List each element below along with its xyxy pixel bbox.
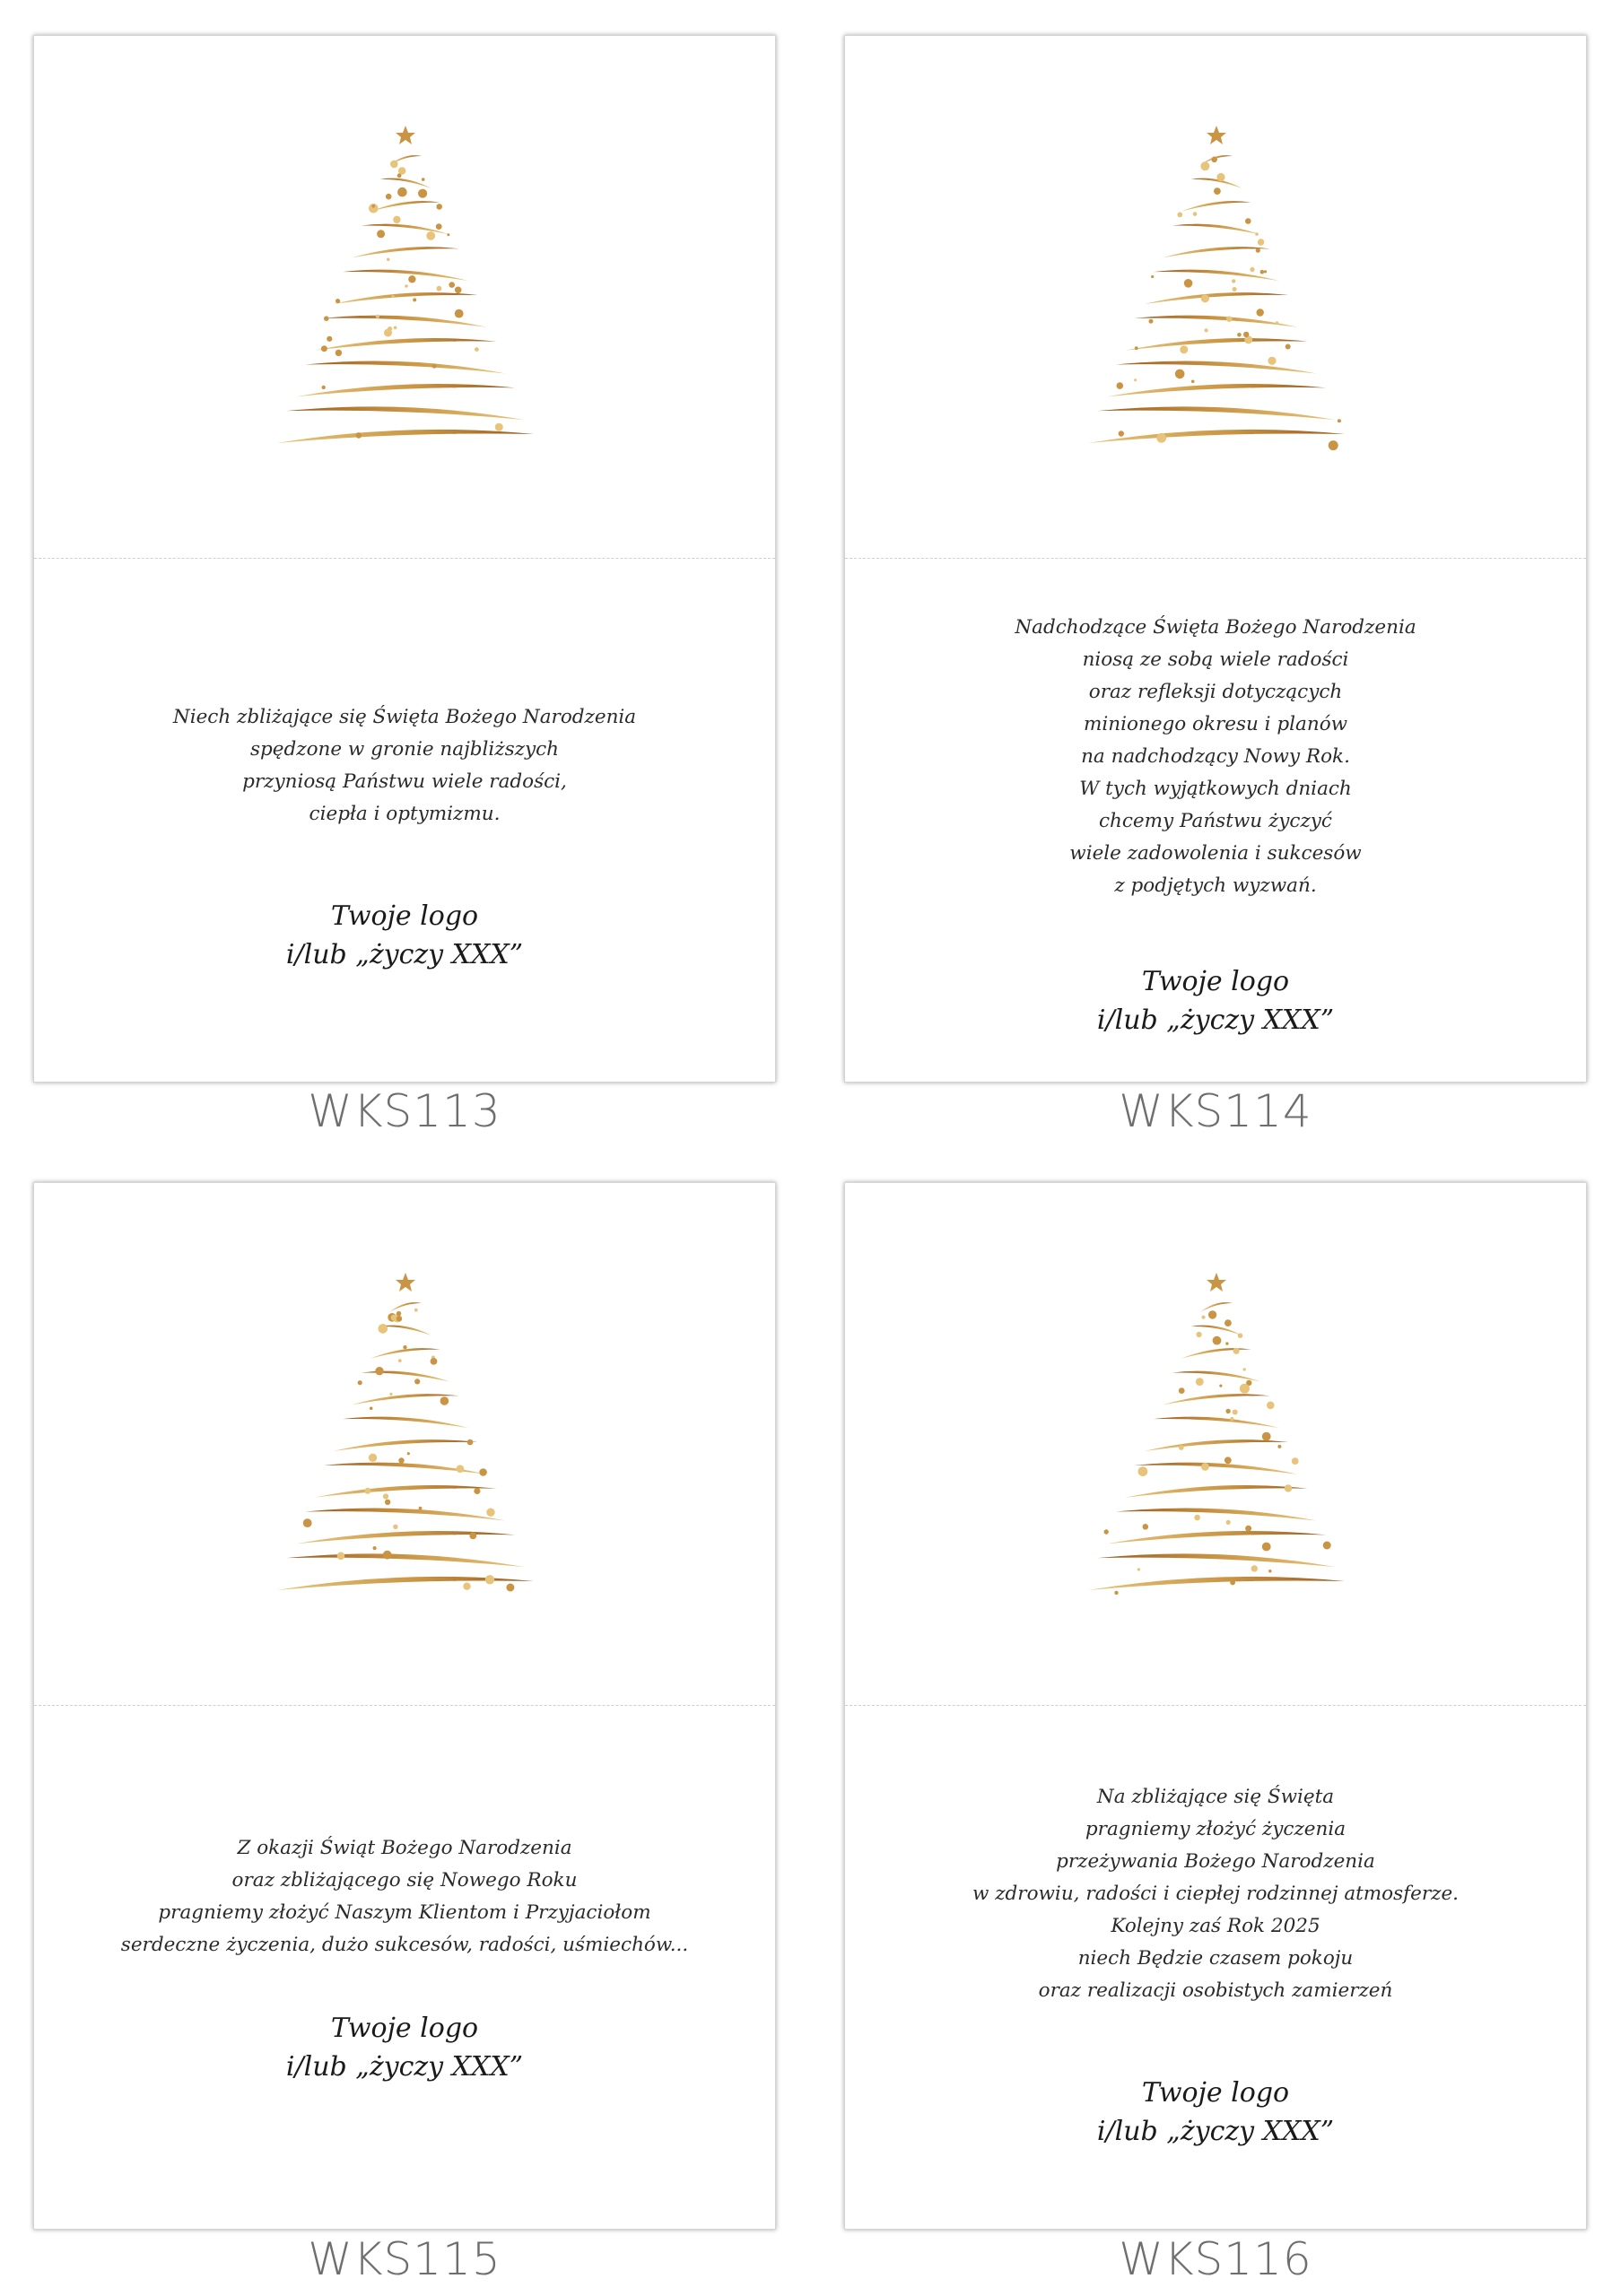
tree-ribbon (286, 1553, 524, 1567)
gold-christmas-tree-illustration (34, 36, 777, 556)
message-line: Kolejny zaś Rok 2025 (1111, 1915, 1320, 1937)
bauble-dot (336, 299, 340, 303)
bauble-dot (413, 298, 416, 301)
bauble-dot (1268, 1570, 1271, 1572)
bauble-dot (1191, 380, 1195, 384)
message-line: oraz realizacji osobistych zamierzeń (1038, 1979, 1393, 2002)
bauble-dot (469, 1533, 476, 1540)
bauble-dot (1292, 1457, 1299, 1465)
bauble-dot (506, 1584, 514, 1592)
tree-ribbon (1181, 1348, 1251, 1359)
tree-ribbon (305, 361, 506, 373)
bauble-dot (486, 1509, 494, 1517)
bauble-dot (1251, 1565, 1258, 1571)
bauble-dot (1329, 440, 1338, 450)
bauble-dot (1238, 1333, 1243, 1338)
bauble-dot (1179, 1387, 1185, 1394)
bauble-dot (1201, 1316, 1205, 1319)
bauble-dot (479, 1468, 487, 1476)
tree-ribbon (1116, 361, 1317, 373)
bauble-dot (1230, 1417, 1233, 1421)
bauble-dot (1208, 1310, 1216, 1318)
bauble-dot (1200, 161, 1209, 170)
bauble-dot (1260, 270, 1265, 274)
bauble-dot (373, 1546, 377, 1550)
message-line: na nadchodzący Nowy Rok. (1081, 745, 1350, 768)
tree-ribbon (296, 1531, 515, 1544)
star-icon (1207, 1273, 1226, 1292)
bauble-dot (392, 295, 395, 298)
message-line: oraz zbliżającego się Nowego Roku (231, 1869, 578, 1892)
bauble-dot (475, 347, 479, 352)
bauble-dot (1245, 218, 1251, 224)
message-line: minionego okresu i planów (1083, 713, 1348, 735)
tree-ribbon (1135, 1463, 1298, 1474)
bauble-dot (372, 204, 376, 208)
bauble-dot (1114, 1591, 1118, 1595)
signature-block (845, 962, 1586, 1039)
tree-ribbon (1126, 338, 1308, 351)
tree-ribbon (305, 1508, 506, 1520)
fold-line (34, 1705, 775, 1706)
bauble-dot (1233, 287, 1237, 291)
bauble-dot (426, 231, 435, 240)
tree-ribbon (1116, 1508, 1317, 1520)
bauble-dot (337, 1552, 345, 1561)
gold-christmas-tree-illustration (845, 1183, 1588, 1703)
signature-block (34, 897, 775, 974)
bauble-dot (1262, 1432, 1271, 1441)
tree-ribbon (296, 384, 515, 396)
signature-wishes-line: i/lub „życzy XXX” (285, 2051, 524, 2083)
bauble-dot (1201, 1463, 1209, 1471)
tree-ribbon (1135, 316, 1298, 327)
bauble-dot (467, 1439, 474, 1446)
message-line: z podjętych wyzwań. (1114, 874, 1317, 897)
bauble-dot (403, 1345, 406, 1349)
bauble-dot (432, 363, 437, 368)
bauble-dot (1268, 357, 1276, 365)
tree-ribbon (1145, 1439, 1289, 1451)
tree-ribbon (1163, 1394, 1269, 1405)
message-line: przeżywania Bożego Narodzenia (1056, 1850, 1375, 1873)
bauble-dot (375, 1367, 383, 1375)
bauble-dot (414, 1378, 420, 1384)
tree-ribbon (1107, 1531, 1326, 1544)
bauble-dot (1243, 332, 1249, 337)
bauble-dot (336, 350, 342, 356)
tree-ribbon (324, 316, 487, 327)
tree-ribbon (1172, 1371, 1261, 1382)
tree-ribbon (380, 1326, 431, 1335)
bauble-dot (389, 1393, 392, 1396)
bauble-dot (408, 275, 415, 283)
bauble-dot (390, 161, 398, 169)
bauble-dot (1277, 1445, 1281, 1448)
bauble-dot (1134, 378, 1137, 381)
bauble-dot (1205, 328, 1208, 332)
signature-logo-line: Twoje logo (1141, 2077, 1290, 2109)
bauble-dot (394, 326, 397, 330)
bauble-dot (1175, 370, 1185, 379)
tree-ribbon (1145, 292, 1289, 304)
signature-logo-line: Twoje logo (330, 2013, 479, 2044)
bauble-dot (1264, 270, 1267, 273)
signature-logo-line: Twoje logo (1141, 966, 1290, 997)
bauble-dot (383, 1493, 388, 1499)
tree-ribbon (343, 1417, 468, 1429)
bauble-dot (1323, 1542, 1331, 1550)
tree-ribbon (1088, 430, 1345, 443)
tree-ribbon (277, 1577, 534, 1590)
bauble-dot (369, 1454, 377, 1462)
product-code: WKS113 (308, 1085, 501, 1137)
bauble-dot (398, 1359, 402, 1362)
bauble-dot (1232, 279, 1235, 283)
bauble-dot (1211, 157, 1217, 163)
bauble-dot (1255, 232, 1259, 236)
bauble-dot (463, 1583, 470, 1590)
product-code: WKS116 (1119, 2233, 1312, 2285)
bauble-dot (1276, 321, 1279, 325)
bauble-dot (1197, 1332, 1202, 1337)
bauble-dot (1138, 1466, 1148, 1476)
bauble-dot (397, 1316, 402, 1321)
bauble-dot (393, 1525, 397, 1529)
bauble-dot (1237, 333, 1242, 337)
bauble-dot (1180, 345, 1188, 353)
message-line: Nadchodzące Święta Bożego Narodzenia (1015, 616, 1416, 639)
bauble-dot (1143, 1524, 1149, 1530)
bauble-dot (1201, 294, 1209, 302)
greeting-message (881, 612, 1550, 902)
fold-line (845, 1705, 1586, 1706)
bauble-dot (1177, 213, 1182, 218)
message-line: Na zbliżające się Święta (1096, 1786, 1335, 1808)
bauble-dot (1137, 1568, 1140, 1570)
bauble-dot (1267, 1402, 1275, 1410)
bauble-dot (1219, 1385, 1222, 1387)
greeting-message (70, 701, 739, 831)
bauble-dot (1224, 1319, 1232, 1326)
fold-line (845, 558, 1586, 559)
bauble-dot (370, 1407, 373, 1411)
message-line: chcemy Państwu życzyć (1099, 810, 1332, 832)
tree-ribbon (1181, 201, 1251, 212)
tree-ribbon (1172, 224, 1261, 235)
bauble-dot (1285, 344, 1291, 350)
card-wks115 (33, 1182, 776, 2230)
bauble-dot (321, 345, 327, 352)
bauble-dot (1338, 419, 1341, 422)
bauble-dot (1179, 1445, 1184, 1450)
message-line: niosą ze sobą wiele radości (1082, 648, 1349, 671)
tree-ribbon (1097, 1553, 1335, 1567)
bauble-dot (1196, 1378, 1204, 1386)
tree-ribbon (1097, 406, 1335, 420)
bauble-dot (322, 386, 326, 389)
tree-ribbon (1163, 247, 1269, 257)
tree-ribbon (334, 292, 478, 304)
gold-christmas-tree-illustration (34, 1183, 777, 1703)
bauble-dot (1226, 317, 1232, 322)
tree-ribbon (1191, 178, 1242, 188)
bauble-dot (397, 1311, 401, 1316)
bauble-dot (358, 1380, 362, 1385)
message-line: Z okazji Świąt Bożego Narodzenia (237, 1837, 572, 1859)
bauble-dot (387, 258, 390, 262)
tree-ribbon (1200, 1302, 1233, 1312)
bauble-dot (419, 1507, 423, 1510)
bauble-dot (1149, 319, 1154, 324)
bauble-dot (437, 286, 442, 291)
message-line: Niech zbliżające się Święta Bożego Narodzenia (172, 706, 637, 728)
bauble-dot (405, 284, 408, 288)
bauble-dot (1214, 187, 1221, 195)
message-line: oraz refleksji dotyczących (1088, 681, 1343, 703)
bauble-dot (383, 1551, 392, 1560)
product-code: WKS114 (1119, 1085, 1312, 1137)
star-icon (396, 1273, 415, 1292)
signature-wishes-line: i/lub „życzy XXX” (1096, 2116, 1335, 2147)
bauble-dot (1240, 1384, 1250, 1394)
bauble-dot (455, 309, 464, 318)
tree-ribbon (277, 430, 534, 443)
bauble-dot (447, 233, 449, 236)
bauble-dot (422, 178, 425, 181)
message-line: ciepła i optymizmu. (309, 803, 501, 825)
bauble-dot (431, 1358, 438, 1365)
tree-ribbon (315, 338, 497, 351)
message-line: serdeczne życzenia, dużo sukcesów, radości, uśmiechów... (120, 1934, 689, 1956)
bauble-dot (418, 189, 427, 198)
star-icon (1207, 126, 1226, 144)
signature-block (845, 2074, 1586, 2151)
fold-line (34, 558, 775, 559)
bauble-dot (1245, 1526, 1251, 1532)
star-icon (396, 126, 415, 144)
bauble-dot (1256, 248, 1260, 253)
bauble-dot (385, 1500, 390, 1505)
tree-ribbon (1126, 1485, 1308, 1498)
bauble-dot (1216, 173, 1224, 181)
bauble-dot (1135, 346, 1138, 350)
tree-ribbon (343, 270, 468, 282)
bauble-dot (393, 216, 400, 223)
tree-ribbon (315, 1485, 497, 1498)
bauble-dot (1151, 275, 1154, 278)
bauble-dot (364, 1488, 370, 1494)
message-line: W tych wyjątkowych dniach (1079, 778, 1352, 800)
signature-wishes-line: i/lub „życzy XXX” (285, 939, 524, 970)
bauble-dot (1257, 309, 1264, 316)
tree-ribbon (1107, 384, 1326, 396)
bauble-dot (1225, 1342, 1228, 1344)
bauble-dot (495, 423, 503, 431)
message-line: w zdrowiu, radości i ciepłej rodzinnej atmosferze. (972, 1883, 1459, 1905)
product-code: WKS115 (308, 2233, 501, 2285)
signature-wishes-line: i/lub „życzy XXX” (1096, 1004, 1335, 1036)
message-line: pragniemy złożyć życzenia (1085, 1818, 1346, 1840)
bauble-dot (1119, 430, 1124, 436)
bauble-dot (407, 1452, 410, 1455)
bauble-dot (398, 1457, 404, 1463)
card-wks113 (33, 35, 776, 1083)
signature-block (34, 2009, 775, 2086)
tree-ribbon (362, 1371, 450, 1382)
bauble-dot (485, 1575, 494, 1584)
bauble-dot (436, 204, 442, 210)
gold-christmas-tree-illustration (845, 36, 1588, 556)
bauble-dot (397, 173, 402, 178)
card-wks116 (844, 1182, 1587, 2230)
tree-ribbon (1154, 1417, 1279, 1429)
bauble-dot (436, 223, 442, 230)
bauble-dot (1104, 1529, 1109, 1534)
message-line: pragniemy złożyć Naszym Klientom i Przyjaciołom (158, 1901, 651, 1924)
bauble-dot (1233, 1410, 1238, 1415)
bauble-dot (1184, 279, 1193, 288)
bauble-dot (377, 230, 385, 238)
tree-ribbon (334, 1439, 478, 1451)
bauble-dot (1117, 382, 1124, 389)
tree-ribbon (286, 406, 524, 420)
bauble-dot (474, 1488, 480, 1494)
bauble-dot (1213, 1336, 1222, 1345)
signature-logo-line: Twoje logo (330, 900, 479, 932)
tree-ribbon (1088, 1577, 1345, 1590)
bauble-dot (455, 287, 462, 294)
greeting-message (881, 1781, 1550, 2007)
greeting-message (70, 1832, 739, 1961)
tree-ribbon (370, 201, 440, 212)
card-wks114 (844, 35, 1587, 1083)
bauble-dot (1226, 1520, 1231, 1525)
bauble-dot (1193, 212, 1198, 216)
bauble-dot (457, 1465, 465, 1473)
tree-ribbon (352, 247, 458, 257)
bauble-dot (303, 1518, 312, 1527)
bauble-dot (1230, 1580, 1235, 1586)
tree-ribbon (370, 1348, 440, 1359)
bauble-dot (1194, 1515, 1200, 1521)
bauble-dot (384, 329, 392, 337)
bauble-dot (397, 187, 407, 197)
bauble-dot (414, 1309, 418, 1312)
bauble-dot (1250, 267, 1254, 272)
bauble-dot (1262, 1543, 1271, 1552)
message-line: wiele zadowolenia i sukcesów (1069, 842, 1362, 865)
bauble-dot (1156, 433, 1166, 443)
bauble-dot (1258, 239, 1264, 245)
bauble-dot (386, 194, 392, 200)
bauble-dot (1285, 1484, 1292, 1492)
bauble-dot (356, 432, 362, 439)
bauble-dot (1233, 1348, 1240, 1354)
bauble-dot (376, 315, 379, 318)
bauble-dot (327, 336, 332, 342)
message-line: niech Będzie czasem pokoju (1077, 1947, 1354, 1970)
message-line: przyniosą Państwu wiele radości, (242, 770, 567, 793)
message-line: spędzone w gronie najbliższych (249, 738, 560, 761)
bauble-dot (379, 1324, 388, 1334)
bauble-dot (1243, 1368, 1246, 1370)
bauble-dot (449, 282, 455, 288)
bauble-dot (324, 316, 329, 321)
bauble-dot (440, 1396, 449, 1405)
bauble-dot (1224, 1457, 1232, 1464)
bauble-dot (1225, 1409, 1230, 1413)
